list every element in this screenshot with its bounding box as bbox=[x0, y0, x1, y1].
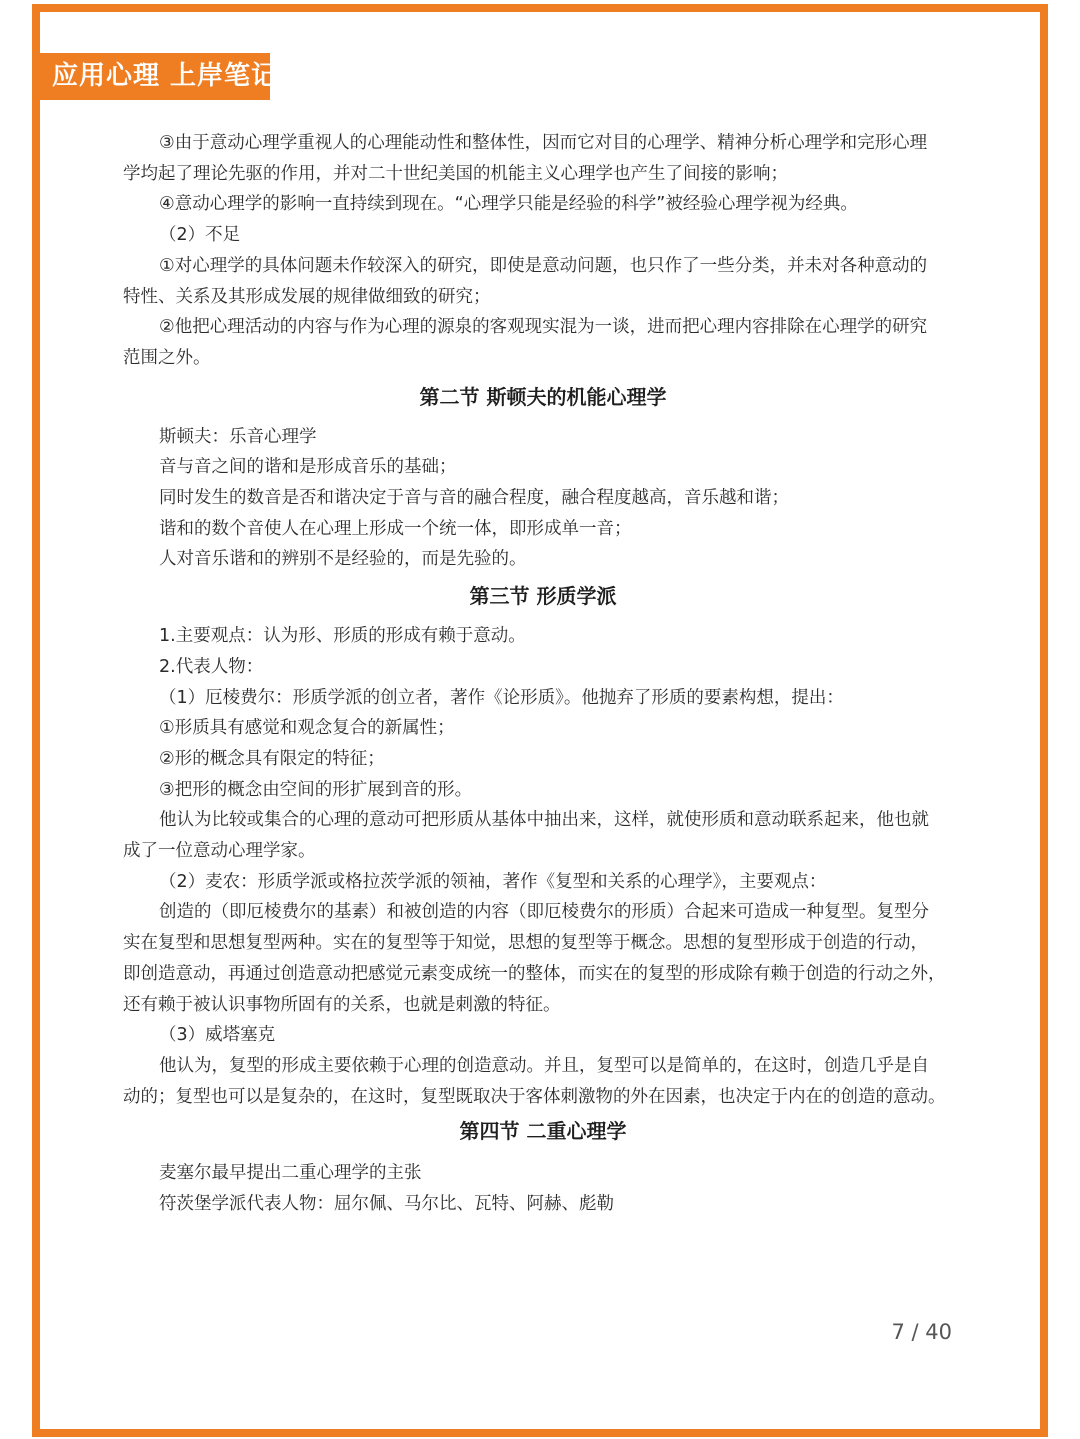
paragraph-line: ③把形的概念由空间的形扩展到音的形。 bbox=[159, 779, 473, 800]
paragraph-line: 斯顿夫：乐音心理学 bbox=[159, 426, 317, 447]
paragraph-line: 范围之外。 bbox=[123, 347, 211, 368]
subheading: （2）不足 bbox=[159, 225, 241, 246]
paragraph-line: 动的；复型也可以是复杂的，在这时，复型既取决于客体刺激物的外在因素，也决定于内在的创造的意动。 bbox=[123, 1086, 946, 1107]
paragraph-line: 即创造意动，再通过创造意动把感觉元素变成统一的整体，而实在的复型的形成除有赖于创造的行动之外， bbox=[123, 963, 946, 984]
subheading: （2）麦农：形质学派或格拉茨学派的领袖，著作《复型和关系的心理学》，主要观点： bbox=[159, 871, 827, 892]
paragraph-line: 符茨堡学派代表人物：屈尔佩、马尔比、瓦特、阿赫、彪勒 bbox=[159, 1194, 614, 1215]
header-badge: 应用心理 上岸笔记 bbox=[40, 53, 270, 100]
paragraph-line: 学均起了理论先驱的作用，并对二十世纪美国的机能主义心理学也产生了间接的影响； bbox=[123, 163, 788, 184]
paragraph-line: 他认为比较或集合的心理的意动可把形质从基体中抽出来，这样，就使形质和意动联系起来，他也就 bbox=[159, 810, 929, 831]
section-heading: 第四节 二重心理学 bbox=[459, 1119, 627, 1144]
paragraph-line: 特性、关系及其形成发展的规律做细致的研究； bbox=[123, 286, 491, 307]
paragraph-line: 实在复型和思想复型两种。实在的复型等于知觉，思想的复型等于概念。思想的复型形成于创造的行动， bbox=[123, 933, 928, 954]
paragraph-line: ②他把心理活动的内容与作为心理的源泉的客观现实混为一谈，进而把心理内容排除在心理学的研究 bbox=[159, 317, 928, 338]
paragraph-line: 同时发生的数音是否和谐决定于音与音的融合程度，融合程度越高，音乐越和谐； bbox=[159, 488, 789, 509]
section-heading: 第二节 斯顿夫的机能心理学 bbox=[419, 384, 667, 409]
section-heading: 第三节 形质学派 bbox=[469, 584, 617, 609]
paragraph-line: ④意动心理学的影响一直持续到现在。“心理学只能是经验的科学”被经验心理学视为经典。 bbox=[159, 194, 858, 215]
paragraph-line: ①形质具有感觉和观念复合的新属性； bbox=[159, 718, 455, 739]
page-number: 7 / 40 bbox=[891, 1320, 952, 1344]
paragraph-line: 1.主要观点：认为形、形质的形成有赖于意动。 bbox=[159, 626, 526, 647]
paragraph-line: 创造的（即厄棱费尔的基素）和被创造的内容（即厄棱费尔的形质）合起来可造成一种复型。复型分 bbox=[159, 902, 929, 923]
paragraph-line: ③由于意动心理学重视人的心理能动性和整体性，因而它对目的心理学、精神分析心理学和完形心理 bbox=[159, 133, 928, 153]
document-body bbox=[123, 128, 963, 1220]
paragraph-line: 音与音之间的谐和是形成音乐的基础； bbox=[159, 457, 457, 478]
subheading: （1）厄棱费尔：形质学派的创立者，著作《论形质》。他抛弃了形质的要素构想，提出： bbox=[159, 687, 844, 708]
subheading: （3）威塔塞克 bbox=[159, 1025, 276, 1046]
paragraph-line: 成了一位意动心理学家。 bbox=[123, 841, 316, 862]
paragraph-line: 2.代表人物： bbox=[159, 656, 264, 677]
paragraph-line: ①对心理学的具体问题未作较深入的研究，即使是意动问题，也只作了一些分类，并未对各种意动的 bbox=[159, 255, 928, 276]
paragraph-line: 他认为，复型的形成主要依赖于心理的创造意动。并且，复型可以是简单的，在这时，创造几乎是自 bbox=[159, 1055, 929, 1076]
paragraph-line: 人对音乐谐和的辨别不是经验的，而是先验的。 bbox=[159, 549, 527, 570]
paragraph-line: 麦塞尔最早提出二重心理学的主张 bbox=[159, 1163, 422, 1184]
paragraph-line: 还有赖于被认识事物所固有的关系，也就是刺激的特征。 bbox=[123, 994, 561, 1015]
paragraph-line: ②形的概念具有限定的特征； bbox=[159, 748, 385, 769]
paragraph-line: 谐和的数个音使人在心理上形成一个统一体，即形成单一音； bbox=[159, 518, 632, 539]
